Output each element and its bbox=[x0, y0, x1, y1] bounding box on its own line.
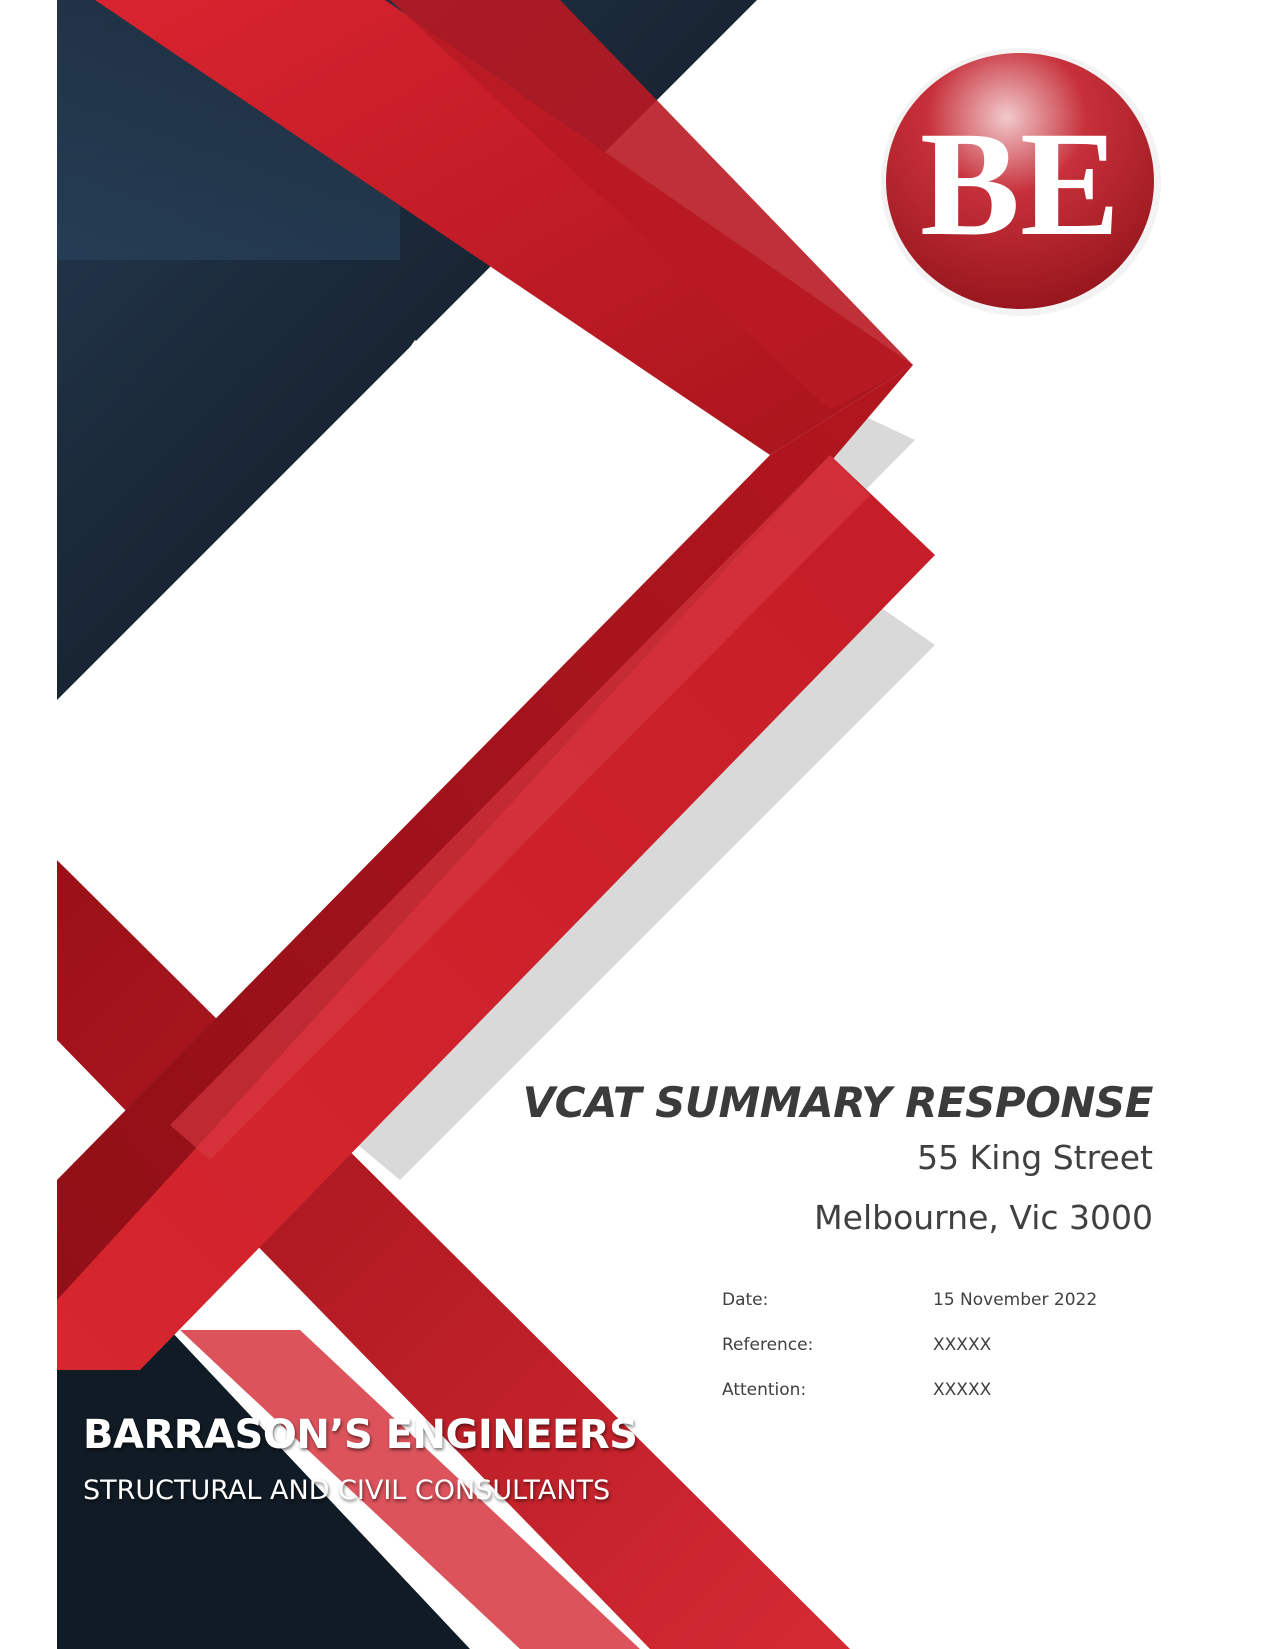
date-label: Date: bbox=[722, 1290, 769, 1310]
attention-value: XXXXX bbox=[933, 1380, 992, 1400]
reference-label: Reference: bbox=[722, 1335, 814, 1355]
be-logo bbox=[878, 46, 1162, 318]
report-title: VCAT SUMMARY RESPONSE bbox=[522, 1078, 1153, 1127]
bottom-margin-strip bbox=[850, 1640, 1275, 1649]
logo-text: BE bbox=[919, 101, 1121, 267]
company-tagline: STRUCTURAL AND CIVIL CONSULTANTS bbox=[83, 1475, 611, 1506]
address-line-1: 55 King Street bbox=[917, 1138, 1153, 1177]
company-name: BARRASON’S ENGINEERS bbox=[83, 1412, 638, 1458]
left-margin-strip bbox=[0, 0, 57, 1649]
attention-label: Attention: bbox=[722, 1380, 807, 1400]
reference-value: XXXXX bbox=[933, 1335, 992, 1355]
date-value: 15 November 2022 bbox=[933, 1290, 1098, 1310]
address-line-2: Melbourne, Vic 3000 bbox=[814, 1198, 1153, 1237]
